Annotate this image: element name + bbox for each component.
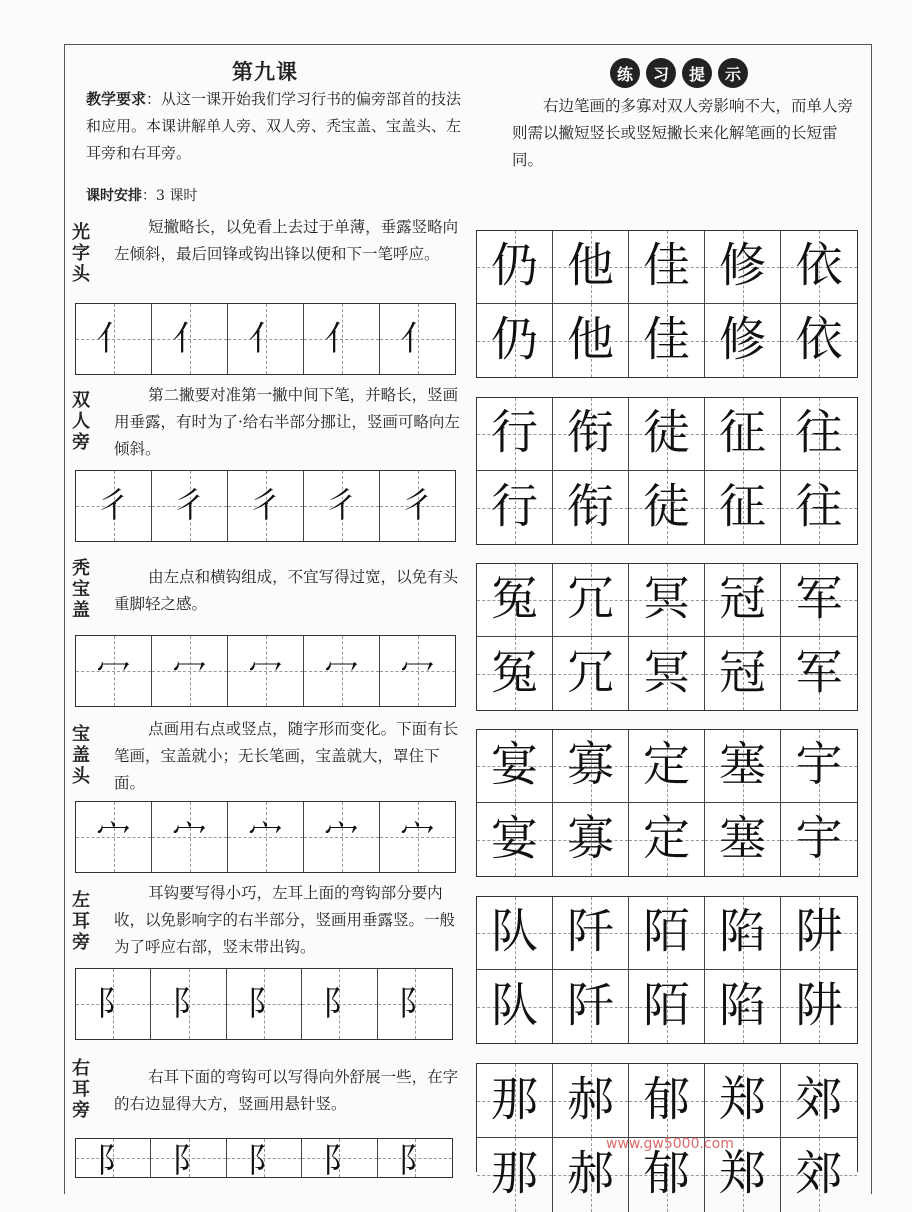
practice-cell (553, 803, 629, 876)
practice-cell (705, 564, 781, 637)
practice-cell (629, 564, 705, 637)
practice-cell (781, 1138, 857, 1212)
practice-char: 阱 (795, 978, 843, 1034)
practice-cell (629, 1064, 705, 1138)
grid-cell (151, 1139, 226, 1181)
requirement-label: 教学要求 (86, 90, 147, 108)
practice-char: 仍 (491, 238, 538, 294)
section-text: 耳钩要写得小巧，左耳上面的弯钩部分要内收，以免影响字的右半部分，竖画用垂露竖。一般为了呼应右部，竖末带出钩。 (114, 884, 456, 956)
practice-char: 行 (491, 479, 538, 535)
practice-char: 陷 (719, 978, 766, 1034)
radical-glyph: 阝 (322, 1141, 357, 1181)
section-label: 秃宝盖 (72, 558, 90, 621)
radical-grid (75, 801, 456, 873)
practice-cell (629, 398, 705, 471)
practice-cell (629, 803, 705, 876)
grid-cell (152, 802, 228, 872)
practice-char: 依 (795, 312, 843, 368)
practice-cell (705, 304, 781, 377)
practice-char: 征 (719, 479, 766, 535)
grid-cell (76, 1139, 151, 1181)
radical-glyph: 宀 (400, 817, 435, 857)
grid-cell (228, 471, 304, 541)
grid-cell (304, 471, 380, 541)
radical-glyph: 宀 (96, 817, 131, 857)
radical-glyph: 阝 (397, 1141, 432, 1181)
grid-cell (151, 969, 226, 1039)
radical-glyph: 冖 (324, 651, 359, 691)
practice-tips-text: 右边笔画的多寡对双人旁影响不大，而单人旁则需以撇短竖长或竖短撇长来化解笔画的长短雷同。 (512, 97, 854, 169)
practice-cell (629, 897, 705, 970)
practice-char: 冥 (643, 645, 690, 701)
grid-cell (302, 969, 377, 1039)
practice-char: 郑 (719, 1072, 766, 1128)
practice-char: 宇 (795, 811, 843, 867)
teaching-requirement (86, 86, 466, 167)
practice-char: 往 (795, 405, 843, 461)
practice-cell (477, 730, 553, 803)
practice-cell (705, 637, 781, 710)
practice-char: 郝 (567, 1146, 614, 1202)
radical-grid (75, 1138, 453, 1181)
practice-char: 阡 (567, 978, 614, 1034)
grid-cell (304, 304, 380, 374)
radical-glyph: 宀 (324, 817, 359, 857)
practice-char: 队 (491, 978, 538, 1034)
radical-glyph: 亻 (172, 319, 207, 359)
practice-grid (476, 397, 858, 545)
practice-char: 寡 (567, 811, 614, 867)
practice-char: 塞 (719, 811, 766, 867)
radical-glyph: 彳 (96, 486, 131, 526)
grid-cell (227, 1139, 302, 1181)
grid-cell (228, 802, 304, 872)
practice-cell (477, 970, 553, 1043)
radical-glyph: 阝 (171, 984, 206, 1024)
schedule-text: ：3 课时 (142, 188, 198, 204)
practice-cell (553, 304, 629, 377)
practice-char: 行 (491, 405, 538, 461)
practice-cell (629, 637, 705, 710)
practice-cell (477, 803, 553, 876)
practice-cell (781, 803, 857, 876)
practice-cell (477, 564, 553, 637)
practice-cell (781, 637, 857, 710)
radical-grid (75, 635, 456, 707)
practice-cell (629, 231, 705, 304)
practice-char: 往 (795, 479, 843, 535)
radical-grid (75, 968, 453, 1040)
practice-char: 陌 (643, 978, 690, 1034)
practice-char: 定 (643, 811, 690, 867)
practice-char: 徒 (643, 479, 690, 535)
practice-char: 佳 (643, 312, 690, 368)
tip-badge: 示 (718, 58, 748, 88)
practice-cell (781, 897, 857, 970)
radical-glyph: 冖 (248, 651, 283, 691)
practice-char: 队 (491, 904, 538, 960)
radical-glyph: 冖 (400, 651, 435, 691)
section-text: 右耳下面的弯钩可以写得向外舒展一些，在字的右边显得大方，竖画用悬针竖。 (114, 1068, 459, 1113)
practice-grid (476, 230, 858, 378)
practice-grid (476, 1063, 858, 1202)
practice-cell (553, 970, 629, 1043)
practice-grid (476, 563, 858, 711)
practice-char: 陌 (643, 904, 690, 960)
practice-char: 那 (491, 1072, 538, 1128)
radical-glyph: 彳 (324, 486, 359, 526)
practice-cell (705, 730, 781, 803)
practice-char: 衔 (567, 479, 614, 535)
grid-cell (227, 969, 302, 1039)
practice-char: 仍 (491, 312, 538, 368)
radical-grid (75, 470, 456, 542)
grid-cell (152, 471, 228, 541)
grid-cell (228, 304, 304, 374)
radical-glyph: 阝 (247, 1141, 282, 1181)
practice-char: 修 (719, 238, 766, 294)
practice-cell (477, 231, 553, 304)
radical-grid (75, 303, 456, 375)
practice-cell (781, 1064, 857, 1138)
section-text: 第二撇要对准第一撇中间下笔，并略长，竖画用垂露，有时为了·给右半部分挪让，竖画可略向左倾斜。 (114, 386, 460, 458)
section-text: 点画用右点或竖点，随字形而变化。下面有长笔画，宝盖就小；无长笔画，宝盖就大，罩住下面。 (114, 720, 459, 792)
radical-glyph: 亻 (324, 319, 359, 359)
practice-cell (629, 304, 705, 377)
practice-char: 阡 (567, 904, 614, 960)
practice-char: 定 (643, 737, 690, 793)
radical-glyph: 阝 (96, 984, 131, 1024)
section-label: 右耳旁 (72, 1058, 90, 1121)
radical-glyph: 冖 (172, 651, 207, 691)
practice-cell (553, 897, 629, 970)
grid-cell (76, 969, 151, 1039)
practice-char: 塞 (719, 737, 766, 793)
tip-badge: 提 (682, 58, 712, 88)
practice-cell (781, 304, 857, 377)
practice-char: 那 (491, 1146, 538, 1202)
section-label: 宝盖头 (72, 724, 90, 787)
grid-cell (304, 636, 380, 706)
practice-char: 军 (795, 571, 843, 627)
practice-grid (476, 896, 858, 1044)
practice-cell (553, 231, 629, 304)
practice-cell (477, 304, 553, 377)
radical-glyph: 阝 (322, 984, 357, 1024)
practice-cell (781, 970, 857, 1043)
practice-cell (705, 398, 781, 471)
radical-glyph: 阝 (96, 1141, 131, 1181)
practice-cell (553, 1064, 629, 1138)
practice-char: 郁 (643, 1072, 690, 1128)
tip-badge: 练 (610, 58, 640, 88)
practice-char: 冤 (491, 571, 538, 627)
radical-glyph: 宀 (248, 817, 283, 857)
practice-cell (553, 637, 629, 710)
radical-glyph: 彳 (172, 486, 207, 526)
grid-cell (302, 1139, 377, 1181)
practice-char: 他 (567, 312, 614, 368)
radical-glyph: 亻 (96, 319, 131, 359)
practice-char: 冗 (567, 571, 614, 627)
practice-cell (781, 471, 857, 544)
radical-glyph: 亻 (248, 319, 283, 359)
practice-cell (477, 471, 553, 544)
practice-char: 徒 (643, 405, 690, 461)
practice-cell (705, 471, 781, 544)
practice-cell (629, 970, 705, 1043)
practice-cell (477, 897, 553, 970)
practice-char: 陷 (719, 904, 766, 960)
grid-cell (152, 304, 228, 374)
practice-char: 冠 (719, 571, 766, 627)
practice-char: 衔 (567, 405, 614, 461)
practice-char: 寡 (567, 737, 614, 793)
practice-char: 郊 (795, 1146, 843, 1202)
lesson-title: 第九课 (232, 60, 298, 84)
practice-cell (477, 398, 553, 471)
practice-cell (629, 471, 705, 544)
practice-cell (705, 970, 781, 1043)
requirement-text: ：从这一课开始我们学习行书的偏旁部首的技法和应用。本课讲解单人旁、双人旁、秃宝盖、宝盖头、左耳旁和右耳旁。 (86, 90, 462, 162)
radical-glyph: 彳 (400, 486, 435, 526)
practice-char: 他 (567, 238, 614, 294)
practice-cell (477, 1064, 553, 1138)
grid-cell (152, 636, 228, 706)
radical-glyph: 彳 (248, 486, 283, 526)
practice-tips-badges (610, 58, 748, 88)
practice-char: 郊 (795, 1072, 843, 1128)
practice-char: 军 (795, 645, 843, 701)
practice-char: 冗 (567, 645, 614, 701)
practice-char: 宴 (491, 811, 538, 867)
practice-char: 冠 (719, 645, 766, 701)
practice-char: 郁 (643, 1146, 690, 1202)
practice-cell (781, 730, 857, 803)
practice-char: 佳 (643, 238, 690, 294)
practice-cell (781, 564, 857, 637)
practice-char: 依 (795, 238, 843, 294)
class-schedule (86, 185, 197, 205)
practice-cell (477, 1138, 553, 1212)
practice-cell (781, 231, 857, 304)
practice-char: 宇 (795, 737, 843, 793)
radical-glyph: 阝 (247, 984, 282, 1024)
practice-char: 郝 (567, 1072, 614, 1128)
section-label: 光字头 (72, 222, 90, 285)
practice-cell (705, 897, 781, 970)
watermark-text: www.gw5000.com (606, 1136, 734, 1152)
grid-cell (76, 471, 152, 541)
grid-cell (378, 969, 452, 1039)
section-label: 双人旁 (72, 390, 90, 453)
practice-char: 阱 (795, 904, 843, 960)
practice-cell (781, 398, 857, 471)
grid-cell (380, 636, 455, 706)
practice-cell (629, 730, 705, 803)
practice-char: 修 (719, 312, 766, 368)
schedule-label: 课时安排 (86, 188, 142, 204)
grid-cell (228, 636, 304, 706)
practice-char: 冥 (643, 571, 690, 627)
section-label: 左耳旁 (72, 890, 90, 953)
practice-grid (476, 729, 858, 877)
grid-cell (380, 802, 455, 872)
tip-badge: 习 (646, 58, 676, 88)
radical-glyph: 宀 (172, 817, 207, 857)
radical-glyph: 冖 (96, 651, 131, 691)
radical-glyph: 阝 (397, 984, 432, 1024)
practice-cell (705, 231, 781, 304)
grid-cell (380, 471, 455, 541)
practice-cell (705, 803, 781, 876)
grid-cell (378, 1139, 452, 1181)
practice-char: 宴 (491, 737, 538, 793)
section-text: 由左点和横钩组成，不宜写得过宽，以免有头重脚轻之感。 (114, 568, 459, 613)
radical-glyph: 阝 (171, 1141, 206, 1181)
practice-cell (477, 637, 553, 710)
grid-cell (304, 802, 380, 872)
grid-cell (380, 304, 455, 374)
practice-char: 征 (719, 405, 766, 461)
practice-char: 郑 (719, 1146, 766, 1202)
grid-cell (76, 304, 152, 374)
practice-cell (553, 398, 629, 471)
practice-cell (705, 1064, 781, 1138)
practice-cell (553, 471, 629, 544)
practice-char: 冤 (491, 645, 538, 701)
practice-cell (553, 564, 629, 637)
section-text: 短撇略长，以免看上去过于单薄，垂露竖略向左倾斜，最后回锋或钩出锋以便和下一笔呼应。 (114, 218, 459, 263)
grid-cell (76, 802, 152, 872)
grid-cell (76, 636, 152, 706)
practice-cell (553, 730, 629, 803)
radical-glyph: 亻 (400, 319, 435, 359)
